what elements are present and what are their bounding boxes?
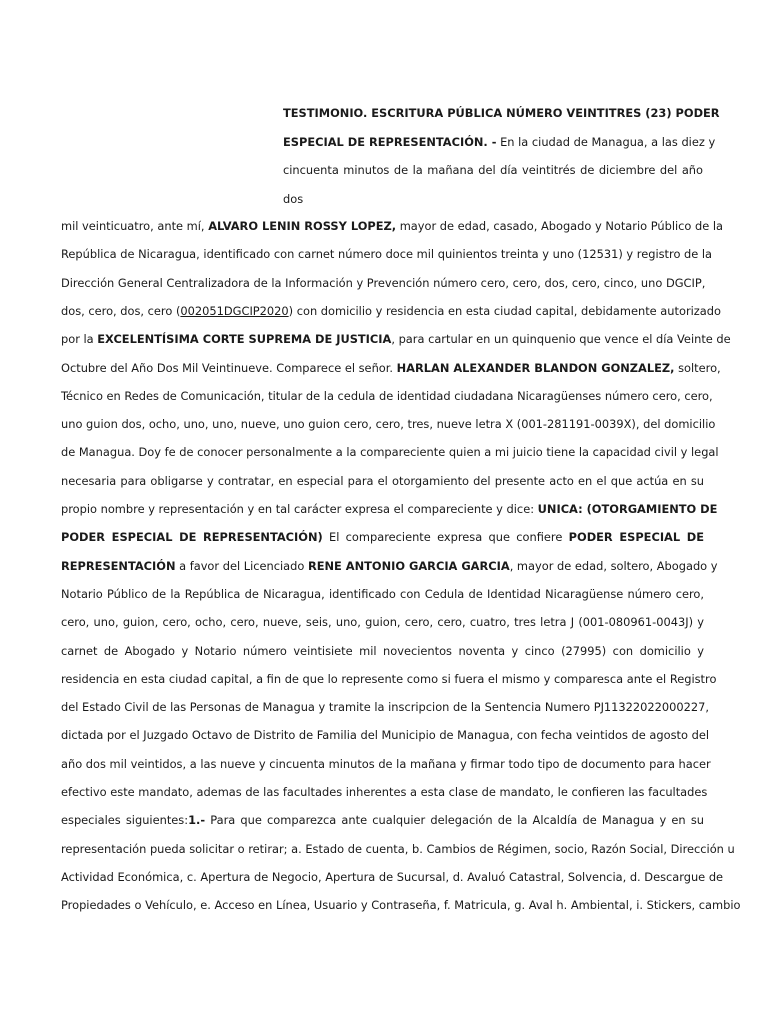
- body-line: [61, 558, 718, 573]
- body-line: [61, 587, 704, 601]
- text-run: de Managua. Doy fe de conocer personalmente a la compareciente quien a mi juicio tiene la capacidad civil y legal: [61, 445, 719, 460]
- body-line: [61, 813, 704, 827]
- heading-line: [283, 192, 703, 206]
- body-line: [61, 700, 710, 715]
- text-run: , mayor de edad, soltero, Abogado y: [509, 558, 718, 573]
- text-run: a favor del Licenciado: [175, 558, 308, 573]
- body-line: [61, 360, 721, 375]
- heading-line: [283, 134, 716, 149]
- underlined-text: 002051DGCIP2020: [180, 303, 289, 318]
- text-run: Notario Público de la República de Nicaragua, identificado con Cedula de Identidad Nicaragüense número cero,: [61, 586, 704, 601]
- body-line: [61, 728, 709, 743]
- text-run: dictada por el Juzgado Octavo de Distrito de Familia del Municipio de Managua, con fecha veintidos de agosto del: [61, 728, 709, 743]
- bold-text: HARLAN ALEXANDER BLANDON GONZALEZ,: [396, 360, 675, 375]
- bold-text: PODER ESPECIAL DE REPRESENTACIÓN): [61, 530, 323, 545]
- text-run: necesaria para obligarse y contratar, en especial para el otorgamiento del presente acto en el que actúa en su: [61, 473, 704, 488]
- body-line: [61, 332, 731, 347]
- bold-text: REPRESENTACIÓN: [61, 558, 176, 573]
- text-run: El compareciente expresa que confiere: [322, 530, 569, 545]
- body-line: [61, 756, 711, 771]
- body-line: [61, 388, 713, 403]
- body-line: [61, 644, 704, 658]
- body-line: [61, 445, 719, 460]
- body-line: [61, 303, 721, 318]
- body-line: [61, 219, 724, 233]
- text-run: del Estado Civil de las Personas de Managua y tramite la inscripcion de la Sentencia Numero PJ11322022000227,: [61, 700, 710, 715]
- text-run: residencia en esta ciudad capital, a fin de que lo represente como si fuera el mismo y comparesca ante el Registro: [61, 671, 717, 686]
- text-run: cincuenta minutos de la mañana del día veintitrés de diciembre del año: [283, 163, 703, 177]
- bold-text: ALVARO LENIN ROSSY LOPEZ,: [208, 219, 397, 233]
- text-run: Propiedades o Vehículo, e. Acceso en Línea, Usuario y Contraseña, f. Matricula, g. Aval h. Ambiental, i. Stickers, cambio: [61, 898, 741, 913]
- body-line: [61, 671, 717, 686]
- heading-line: [283, 106, 720, 120]
- text-run: Actividad Económica, c. Apertura de Negocio, Apertura de Sucursal, d. Avaluó Catastral, Solvencia, d. Descargue de: [61, 869, 724, 884]
- bold-text: UNICA: (OTORGAMIENTO DE: [537, 502, 718, 516]
- text-run: representación pueda solicitar o retirar; a. Estado de cuenta, b. Cambios de Régimen, socio, Razón Social, Dirección u: [61, 841, 735, 856]
- text-run: dos, cero, dos, cero (: [61, 303, 181, 318]
- text-run: año dos mil veintidos, a las nueve y cincuenta minutos de la mañana y firmar todo tipo de documento para hacer: [61, 756, 711, 771]
- body-line: [61, 869, 724, 884]
- body-line: [61, 502, 718, 516]
- text-run: Octubre del Año Dos Mil Veintinueve. Comparece el señor.: [61, 360, 397, 375]
- text-run: especiales siguientes:: [61, 813, 189, 828]
- bold-text: EXCELENTÍSIMA CORTE SUPREMA DE JUSTICIA: [97, 332, 392, 347]
- body-line: [61, 417, 716, 432]
- text-run: Para que comparezca ante cualquier delegación de la Alcaldía de Managua y en su: [205, 813, 704, 828]
- body-line: [61, 276, 704, 290]
- text-run: dos: [283, 191, 304, 206]
- text-run: soltero,: [674, 360, 721, 375]
- text-run: ) con domicilio y residencia en esta ciudad capital, debidamente autorizado: [288, 303, 721, 318]
- body-line: [61, 530, 704, 544]
- bold-text: PODER ESPECIAL DE: [568, 530, 705, 545]
- text-run: propio nombre y representación y en tal carácter expresa el compareciente y dice:: [61, 502, 538, 516]
- text-run: cero, uno, guion, cero, ocho, cero, nueve, seis, uno, guion, cero, cero, cuatro, tres letra J (001-080961-0043J) y: [61, 615, 704, 630]
- text-run: República de Nicaragua, identificado con carnet número doce mil quinientos treinta y uno (12531) y registro de la: [61, 247, 713, 262]
- text-run: En la ciudad de Managua, a las diez y: [496, 134, 716, 149]
- text-run: Dirección General Centralizadora de la Información y Prevención número cero, cero, dos, cero, cinco, uno DGCIP,: [61, 275, 706, 290]
- text-run: por la: [61, 332, 98, 347]
- bold-text: ESPECIAL DE REPRESENTACIÓN. -: [283, 134, 497, 149]
- bold-text: 1.-: [188, 813, 206, 828]
- bold-text: TESTIMONIO. ESCRITURA PÚBLICA NÚMERO VEINTITRES (23) PODER: [283, 106, 720, 120]
- text-run: uno guion dos, ocho, uno, uno, nueve, uno guion cero, cero, tres, nueve letra X (001-281191-0039X), del domicilio: [61, 417, 716, 432]
- text-run: mayor de edad, casado, Abogado y Notario Público de la: [396, 219, 724, 233]
- bold-text: RENE ANTONIO GARCIA GARCIA: [307, 558, 510, 573]
- text-run: , para cartular en un quinquenio que vence el día Veinte de: [391, 332, 731, 347]
- heading-line: [283, 163, 703, 177]
- text-run: efectivo este mandato, ademas de las facultades inherentes a esta clase de mandato, le confieren las facultades: [61, 785, 708, 799]
- text-run: Técnico en Redes de Comunicación, titular de la cedula de identidad ciudadana Nicaragüenses número cero, cero,: [61, 388, 713, 403]
- text-run: mil veinticuatro, ante mí,: [61, 219, 209, 233]
- text-run: carnet de Abogado y Notario número veintisiete mil novecientos noventa y cinco (27995) con domicilio y: [61, 643, 704, 658]
- body-line: [61, 785, 708, 799]
- body-line: [61, 615, 704, 629]
- body-line: [61, 474, 704, 488]
- body-line: [61, 898, 741, 913]
- body-line: [61, 247, 713, 262]
- body-line: [61, 841, 735, 856]
